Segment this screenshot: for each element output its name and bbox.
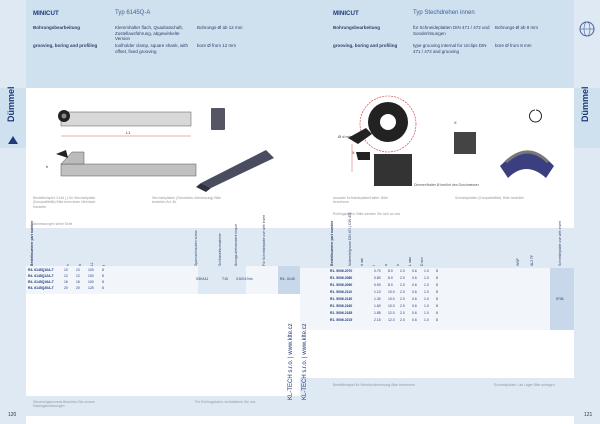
right-note-b: Schneidplatten (Kompatibilität): Bitte bestellen <box>455 196 525 200</box>
right-col-d: d min <box>360 257 364 266</box>
left-col-spare: Spannschrauben screw <box>194 230 198 266</box>
dim-x-label-left: X <box>352 150 355 155</box>
right-col-l: L max <box>408 256 412 266</box>
right-kltech-vertical: KL-TECH s.r.o. | www.klte.cz <box>302 323 308 400</box>
right-table-body: R1. 5006.2070 0.70 8.0 2.0 0.6 1.0 8 R1. 5006.2080 0.80 8.0 2.0 0.6 1.0 8 R1. 5006.2090 0.90 8.0 2.0 0.6 1.0 8 R1. 5006.2110 1.10 10.0 2.0 0.6 1.0 8 R1. 5006.2130 1.30 10.0 2.0 0.6 1.0 8 R1. 5006.2160 1.60 10.0 2.0 0.6 1.0 8 R1. 5006.2185 1.85 12.0 2.0 0.6 1.0 8 R1. 5006.2215 2.15 12.0 2.0 0.6 1.0 8 5706 <box>300 268 574 330</box>
left-desc-en: grooving, boring and profiling <box>33 43 98 48</box>
left-brand: MINICUT <box>33 10 59 17</box>
left-col-key: Schlüssel/screwdriver <box>218 233 222 266</box>
right-brand: MINICUT <box>333 10 359 17</box>
dim-ds-label: Ø d min <box>338 134 353 139</box>
left-note-1: Bestellbeispiel: 6146 ( ) für Wechselplatte (Kompatibilität) Bitte berechnen Mehrfach Kassette <box>33 196 96 209</box>
right-col2-de: für Schneideplatten DIN 471 / 472 und Sonderlösungen <box>413 25 490 36</box>
left-col3-de: Bohrungs-Ø ab 12 mm <box>197 25 243 30</box>
left-table-body: R4. 6145Q10A-T 10 10 100 8 R4. 6145Q12A-T 12 12 100 8 R4. 6145Q16A-T 16 16 100 8 R4. 6145Q20A-T 20 20 125 8 S3KA11 T15 3.5/3.5 Nm R4.. 6145 <box>26 266 300 294</box>
right-col3-de: Bohrungs-Ø ab 8 mm <box>495 25 539 30</box>
right-desc-en: grooving, boring and profiling <box>333 43 398 48</box>
right-desc-de: Bohrungsbearbeitung <box>333 25 380 30</box>
right-col-dmin: D min <box>420 257 424 266</box>
right-col3-en: bore Ø from 8 mm <box>495 43 532 48</box>
right-col-t: t <box>372 265 376 266</box>
right-side-strip <box>574 0 600 424</box>
left-note-2: Wechselplatten (Schneiden-Abmessung) Bitte bestellen Art.-Nr. <box>152 196 222 205</box>
duemmel-logo-icon <box>8 136 18 144</box>
dim-l-label: L1 <box>126 130 131 135</box>
left-page-number: 120 <box>8 412 17 418</box>
left-col2-de: Klemmhalter flach, Quadratschaft, Zustellausführung, abgewinkelte Version <box>115 25 184 41</box>
left-key-value: T15 <box>222 277 228 281</box>
right-col2-en: type grooving internal for circlips DIN 471 / 472 and grooving <box>413 43 487 54</box>
left-desc-de: Bohrungsbearbeitung <box>33 25 80 30</box>
right-col-a: a <box>384 264 388 266</box>
left-col-torque: Anzugs-drehmoment torque <box>234 223 238 266</box>
right-footer-right: Schneidplatten / ab Lager Bitte anfragen <box>494 383 555 387</box>
right-col-insert: Schneideplatte use with insert <box>558 220 562 266</box>
right-note-a: Auswahl Schneideplatte/Halter: Bitte berechnen <box>333 196 388 205</box>
left-side-strip <box>0 0 26 424</box>
left-spare-value: S3KA11 <box>196 277 209 281</box>
right-brand-vertical: Dümmel <box>580 86 590 122</box>
left-brand-vertical: Dümmel <box>6 86 16 122</box>
right-type-title: Typ Stechdrehen innen <box>413 10 475 16</box>
dim-h-label: h <box>46 164 49 169</box>
left-type-title: Typ 6145Q-A <box>115 10 151 16</box>
dim-x-label-right: X <box>454 120 457 125</box>
left-col-article: Bestellnummer part number <box>30 220 34 266</box>
left-col2-en: toolholder clamp, square shank, with offset, fixed grooving <box>115 43 189 54</box>
right-col-a2: AL2 TF <box>530 254 534 266</box>
callout-text: Dimmer/Halter Ø berührt den Durchmesser <box>414 183 479 187</box>
left-technical-drawing <box>26 88 300 196</box>
right-footer-left: Bestellbeispiel für Mehrfachklemmung Bitte berechnen <box>333 383 415 387</box>
left-kltech-vertical: KL-TECH s.r.o. | www.klte.cz <box>288 323 294 400</box>
right-col-wsp: WSP <box>516 258 520 266</box>
left-col-insert: Für Schneideplatte use with insert <box>262 214 266 266</box>
left-torque-value: 3.5/3.5 Nm <box>236 277 253 281</box>
globe-icon <box>578 20 596 38</box>
left-footer-right: Für Rohlingsdaten, kontaktieren Sie uns <box>195 400 256 404</box>
left-col-l1: L1 <box>90 262 94 266</box>
right-insert-value: 5706 <box>556 297 564 301</box>
right-page-number: 121 <box>584 412 593 418</box>
right-technical-drawing <box>300 88 574 196</box>
left-col3-en: bore Ø from 12 mm <box>197 43 237 48</box>
left-insert-value: R4.. 6145 <box>280 277 295 281</box>
right-col-din: Nutbreite/groove DIN 471 | DIN 472 <box>348 212 352 266</box>
left-note-3: Abmessungen siehe Seite <box>33 222 73 226</box>
right-note-c: Rohlingsdaten: Bitte wenden Sie sich an uns <box>333 212 401 216</box>
right-page <box>300 0 600 424</box>
right-col-article: Bestellnummer part number <box>330 220 334 266</box>
right-col-b: b <box>396 264 400 266</box>
left-footer-left: Steuerungsprozess Beachten Sie unsere Kataloganweisungen <box>33 400 95 409</box>
